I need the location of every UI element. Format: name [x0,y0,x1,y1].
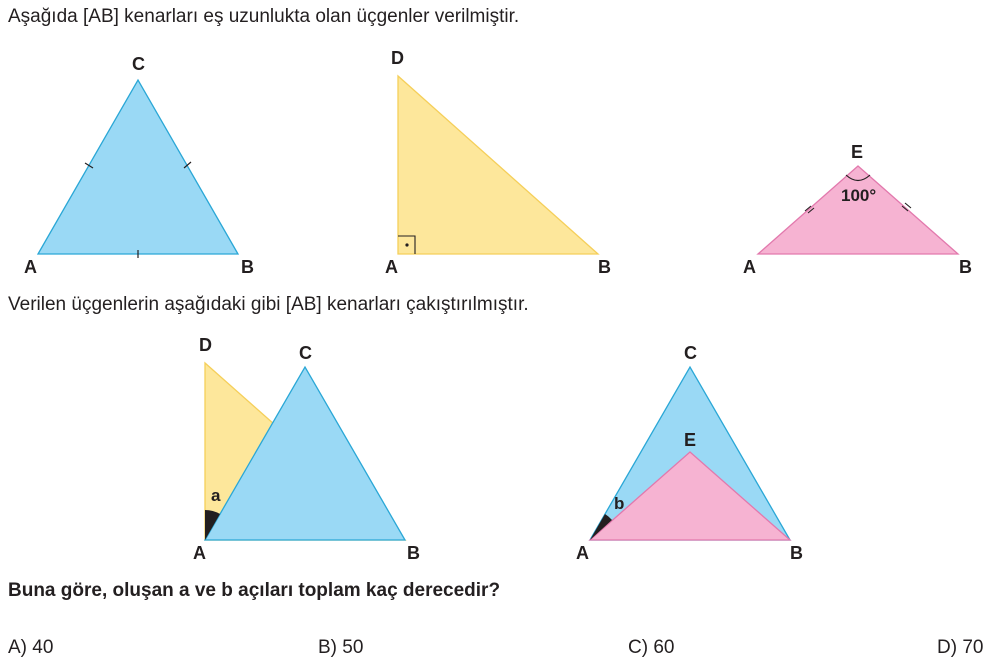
label-e: E [684,430,697,450]
label-d: D [391,48,404,68]
angle-b-label: b [614,494,625,513]
label-d: D [199,335,212,355]
label-e: E [851,142,864,162]
angle-100-label: 100° [841,186,877,205]
label-a: A [193,543,206,563]
option-d[interactable]: D) 70 [937,637,984,658]
question-text: Buna göre, oluşan a ve b açıları toplam kaç derecedir? [8,580,501,601]
option-a[interactable]: A) 40 [8,637,54,658]
label-a: A [24,257,37,277]
option-b[interactable]: B) 50 [318,637,364,658]
label-a: A [385,257,398,277]
triangle-abd-shape [398,76,598,254]
label-b: B [790,543,803,563]
label-b: B [598,257,611,277]
label-a: A [743,257,756,277]
intro-text: Aşağıda [AB] kenarları eş uzunlukta olan üçgenler verilmiştir. [8,6,520,27]
option-c[interactable]: C) 60 [628,637,675,658]
overlap-figure-abc-aeb [576,343,803,563]
right-angle-dot [405,243,408,246]
triangle-aeb-shape [758,166,958,254]
double-tick-mark [905,203,911,208]
label-c: C [132,54,145,74]
label-a: A [576,543,589,563]
middle-text: Verilen üçgenlerin aşağıdaki gibi [AB] kenarları çakıştırılmıştır. [8,294,529,315]
label-b: B [241,257,254,277]
label-c: C [299,343,312,363]
label-b: B [959,257,972,277]
label-b: B [407,543,420,563]
angle-a-label: a [211,486,221,505]
label-c: C [684,343,697,363]
right-triangle-abd [385,48,611,277]
equilateral-triangle-abc [24,54,254,277]
triangle-abc-shape [38,80,238,254]
isosceles-triangle-aeb [743,142,972,277]
overlap-figure-abd-abc [193,335,420,563]
